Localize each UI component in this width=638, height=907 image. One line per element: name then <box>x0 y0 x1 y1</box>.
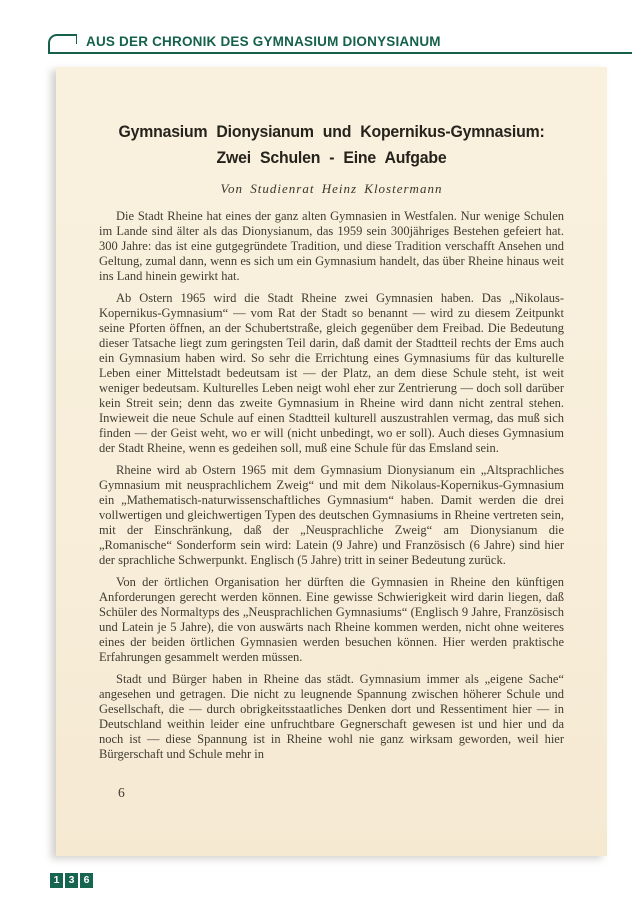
scanned-page <box>56 67 607 856</box>
article-paragraph: Von der örtlichen Organisation her dürften die Gymnasien in Rheine den künftigen Anforderungen gerecht werden können. Eine gewisse Schwierigkeit wird darin liegen, daß Schüler des Normaltyps des „Neusprachlichen Gymnasiums“ (Englisch 9 Jahre, Französisch und Latein je 5 Jahre), die von auswärts nach Rheine kommen werden, nicht ohne weiteres eines der beiden örtlichen Gymnasien werden besuchen können. Hier werden praktische Erfahrungen gesammelt werden müssen. <box>99 575 564 664</box>
article-title-line2: Zwei Schulen - Eine Aufgabe <box>216 149 447 167</box>
chronicle-header <box>0 0 638 60</box>
article-paragraph: Die Stadt Rheine hat eines der ganz alten Gymnasien in Westfalen. Nur wenige Schulen im Lande sind älter als das Dionysianum, das 1959 sein 300jähriges Bestehen gefeiert hat. 300 Jahre: das ist eine gutgegründete Tradition, und diese Tradition verschafft Ansehen und Geltung, zumal dann, wenn es sich um ein Gymnasium handelt, das über Rheine hinaus weit ins Land hinein gewirkt hat. <box>99 209 564 283</box>
article-body <box>99 209 564 762</box>
article-title <box>67 67 596 171</box>
article-paragraph: Rheine wird ab Ostern 1965 mit dem Gymnasium Dionysianum ein „Altsprachliches Gymnasium mit neusprachlichem Zweig“ und mit dem Nikolaus-Kopernikus-Gymnasium ein „Mathematisch-naturwissenschaftliches Gymnasium“ haben. Damit werden die drei vollwertigen und gleichwertigen Typen des deutschen Gymnasiums in Rheine vertreten sein, mit der Einschränkung, daß der „Neusprachliche Zweig“ am Dionysianum die „Romanische“ Sonderform sein wird: Latein (9 Jahre) und Französisch (6 Jahre) sind hier der sprachliche Schwerpunkt. Englisch (5 Jahre) tritt in seiner Bedeutung zurück. <box>99 463 564 567</box>
article-title-line1: Gymnasium Dionysianum und Kopernikus-Gymnasium: <box>118 123 545 141</box>
article-paragraph: Ab Ostern 1965 wird die Stadt Rheine zwei Gymnasien haben. Das „Nikolaus-Kopernikus-Gymnasium“ — vom Rat der Stadt so benannt — wird zu diesem Zeitpunkt seine Pforten öffnen, an der Schubertstraße, gleich gegenüber dem Freibad. Die Bedeutung dieser Tatsache liegt zum geringsten Teil darin, daß damit der Stadtteil rechts der Ems auch ein Gymnasium haben wird. So sehr die Errichtung eines Gymnasiums für das kulturelle Leben einer Mittelstadt bedeutsam ist — der Platz, an dem diese Schule steht, ist weit weniger bedeutsam. Kulturelles Leben neigt wohl eher zur Zentrierung — doch soll darüber kein Streit sein; denn das zweite Gymnasium in Rheine wird dann nicht zentral stehen. Inwieweit die neue Schule auf einen Stadtteil kulturell auszustrahlen vermag, das muß sich finden — der Geist weht, wo er will (nicht unbedingt, wo er soll). Auch dieses Gymnasium der Stadt Rheine, wenn es gedeihen soll, muß eine Schule für das Emsland sein. <box>99 291 564 455</box>
tab-ornament-icon <box>48 34 77 53</box>
article-byline: Von Studienrat Heinz Klostermann <box>220 181 443 196</box>
header-rule <box>48 52 632 54</box>
page-badge-digit: 1 <box>50 873 63 888</box>
article-paragraph: Stadt und Bürger haben in Rheine das städt. Gymnasium immer als „eigene Sache“ angesehen und getragen. Die nicht zu leugnende Spannung zwischen höherer Schule und Gesellschaft, die — durch obrigkeitsstaatliches Denken dort und Ressentiment hier — in Deutschland weithin leider eine unfruchtbare Gegnerschaft gewesen ist und hier und da noch ist — diese Spannung ist in Rheine wohl nie ganz wirksam geworden, weil hier Bürgerschaft und Schule mehr in <box>99 672 564 761</box>
scan-page-number: 6 <box>118 785 125 800</box>
archive-page-badge <box>50 873 93 888</box>
chronicle-header-title: AUS DER CHRONIK DES GYMNASIUM DIONYSIANUM <box>86 34 441 49</box>
page-badge-digit: 6 <box>80 873 93 888</box>
page-badge-digit: 3 <box>65 873 78 888</box>
